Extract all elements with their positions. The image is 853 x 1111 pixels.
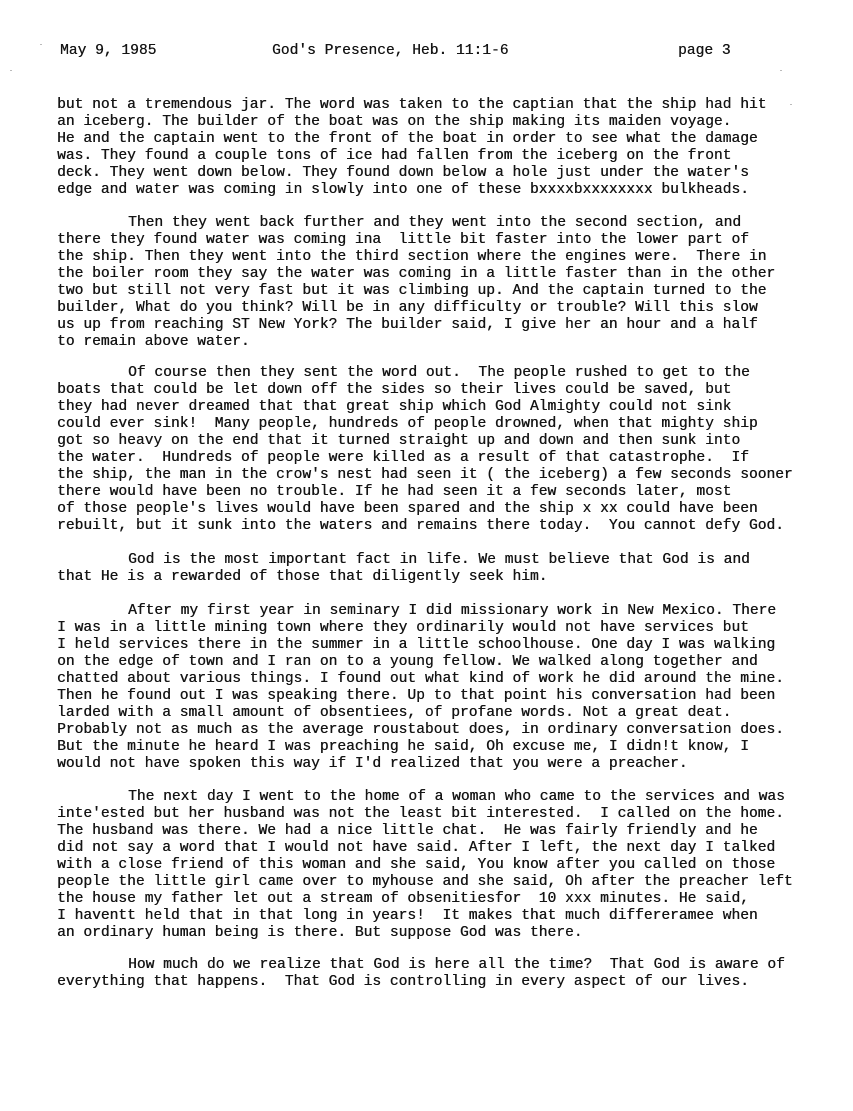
text-line: the ship. Then they went into the third section where the engines were. There in — [57, 249, 767, 265]
text-line: chatted about various things. I found out what kind of work he did around the mine. — [57, 671, 784, 687]
text-line: everything that happens. That God is controlling in every aspect of our lives. — [57, 974, 749, 990]
text-line: I haventt held that in that long in years! It makes that much differeramee when — [57, 908, 758, 924]
paragraph — [57, 365, 837, 535]
text-line: Of course then they sent the word out. The people rushed to get to the — [128, 365, 750, 381]
text-line: but not a tremendous jar. The word was taken to the captian that the ship had hit — [57, 97, 767, 113]
paragraph — [57, 552, 837, 586]
text-line: us up from reaching ST New York? The builder said, I give her an hour and a half — [57, 317, 758, 333]
text-line: an iceberg. The builder of the boat was on the ship making its maiden voyage. — [57, 114, 732, 130]
text-line: rebuilt, but it sunk into the waters and remains there today. You cannot defy God. — [57, 518, 784, 534]
paragraph — [57, 97, 837, 199]
text-line: they had never dreamed that that great ship which God Almighty could not sink — [57, 399, 732, 415]
paragraph — [57, 603, 837, 773]
text-line: would not have spoken this way if I'd realized that you were a preacher. — [57, 756, 688, 772]
scan-speck — [40, 44, 42, 45]
text-line: He and the captain went to the front of the boat in order to see what the damage — [57, 131, 758, 147]
scan-speck — [10, 70, 12, 71]
text-line: builder, What do you think? Will be in any difficulty or trouble? Will this slow — [57, 300, 758, 316]
text-line: The husband was there. We had a nice little chat. He was fairly friendly and he — [57, 823, 758, 839]
text-line: After my first year in seminary I did missionary work in New Mexico. There — [128, 603, 777, 619]
paragraph — [57, 789, 837, 942]
text-line: with a close friend of this woman and she said, You know after you called on those — [57, 857, 776, 873]
text-line: there they found water was coming ina little bit faster into the lower part of — [57, 232, 749, 248]
header-date: May 9, 1985 — [60, 43, 157, 59]
text-line: How much do we realize that God is here all the time? That God is aware of — [128, 957, 785, 973]
text-line: Then they went back further and they went into the second section, and — [128, 215, 742, 231]
header-page-number: page 3 — [678, 43, 731, 59]
text-line: the ship, the man in the crow's nest had seen it ( the iceberg) a few seconds sooner — [57, 467, 793, 483]
text-line: to remain above water. — [57, 334, 250, 350]
text-line: God is the most important fact in life. We must believe that God is and — [128, 552, 750, 568]
text-line: on the edge of town and I ran on to a young fellow. We walked along together and — [57, 654, 758, 670]
text-line: the water. Hundreds of people were killed as a result of that catastrophe. If — [57, 450, 749, 466]
text-line: did not say a word that I would not have said. After I left, the next day I talked — [57, 840, 776, 856]
text-line: Probably not as much as the average roustabout does, in ordinary conversation does. — [57, 722, 784, 738]
text-line: there would have been no trouble. If he had seen it a few seconds later, most — [57, 484, 732, 500]
paragraph — [57, 215, 837, 351]
text-line: the boiler room they say the water was coming in a little faster than in the other — [57, 266, 776, 282]
scan-speck — [790, 104, 792, 105]
scan-speck — [780, 70, 782, 71]
text-line: larded with a small amount of obsentiees, of profane words. Not a great deat. — [57, 705, 732, 721]
text-line: deck. They went down below. They found down below a hole just under the water's — [57, 165, 749, 181]
text-line: edge and water was coming in slowly into one of these bxxxxbxxxxxxxx bulkheads. — [57, 182, 749, 198]
text-line: boats that could be let down off the sides so their lives could be saved, but — [57, 382, 732, 398]
text-line: that He is a rewarded of those that diligently seek him. — [57, 569, 548, 585]
text-line: I held services there in the summer in a little schoolhouse. One day I was walking — [57, 637, 776, 653]
text-line: Then he found out I was speaking there. Up to that point his conversation had been — [57, 688, 776, 704]
header-title: God's Presence, Heb. 11:1-6 — [272, 43, 509, 59]
text-line: was. They found a couple tons of ice had fallen from the iceberg on the front — [57, 148, 732, 164]
text-line: people the little girl came over to myhouse and she said, Oh after the preacher left — [57, 874, 793, 890]
text-line: could ever sink! Many people, hundreds of people drowned, when that mighty ship — [57, 416, 758, 432]
text-line: The next day I went to the home of a woman who came to the services and was — [128, 789, 785, 805]
text-line: got so heavy on the end that it turned straight up and down and then sunk into — [57, 433, 741, 449]
text-line: of those people's lives would have been spared and the ship x xx could have been — [57, 501, 758, 517]
text-line: I was in a little mining town where they ordinarily would not have services but — [57, 620, 749, 636]
text-line: But the minute he heard I was preaching he said, Oh excuse me, I didn!t know, I — [57, 739, 749, 755]
paragraph — [57, 957, 837, 991]
text-line: two but still not very fast but it was climbing up. And the captain turned to the — [57, 283, 767, 299]
text-line: the house my father let out a stream of obsenitiesfor 10 xxx minutes. He said, — [57, 891, 749, 907]
text-line: inte'ested but her husband was not the least bit interested. I called on the home. — [57, 806, 784, 822]
text-line: an ordinary human being is there. But suppose God was there. — [57, 925, 583, 941]
